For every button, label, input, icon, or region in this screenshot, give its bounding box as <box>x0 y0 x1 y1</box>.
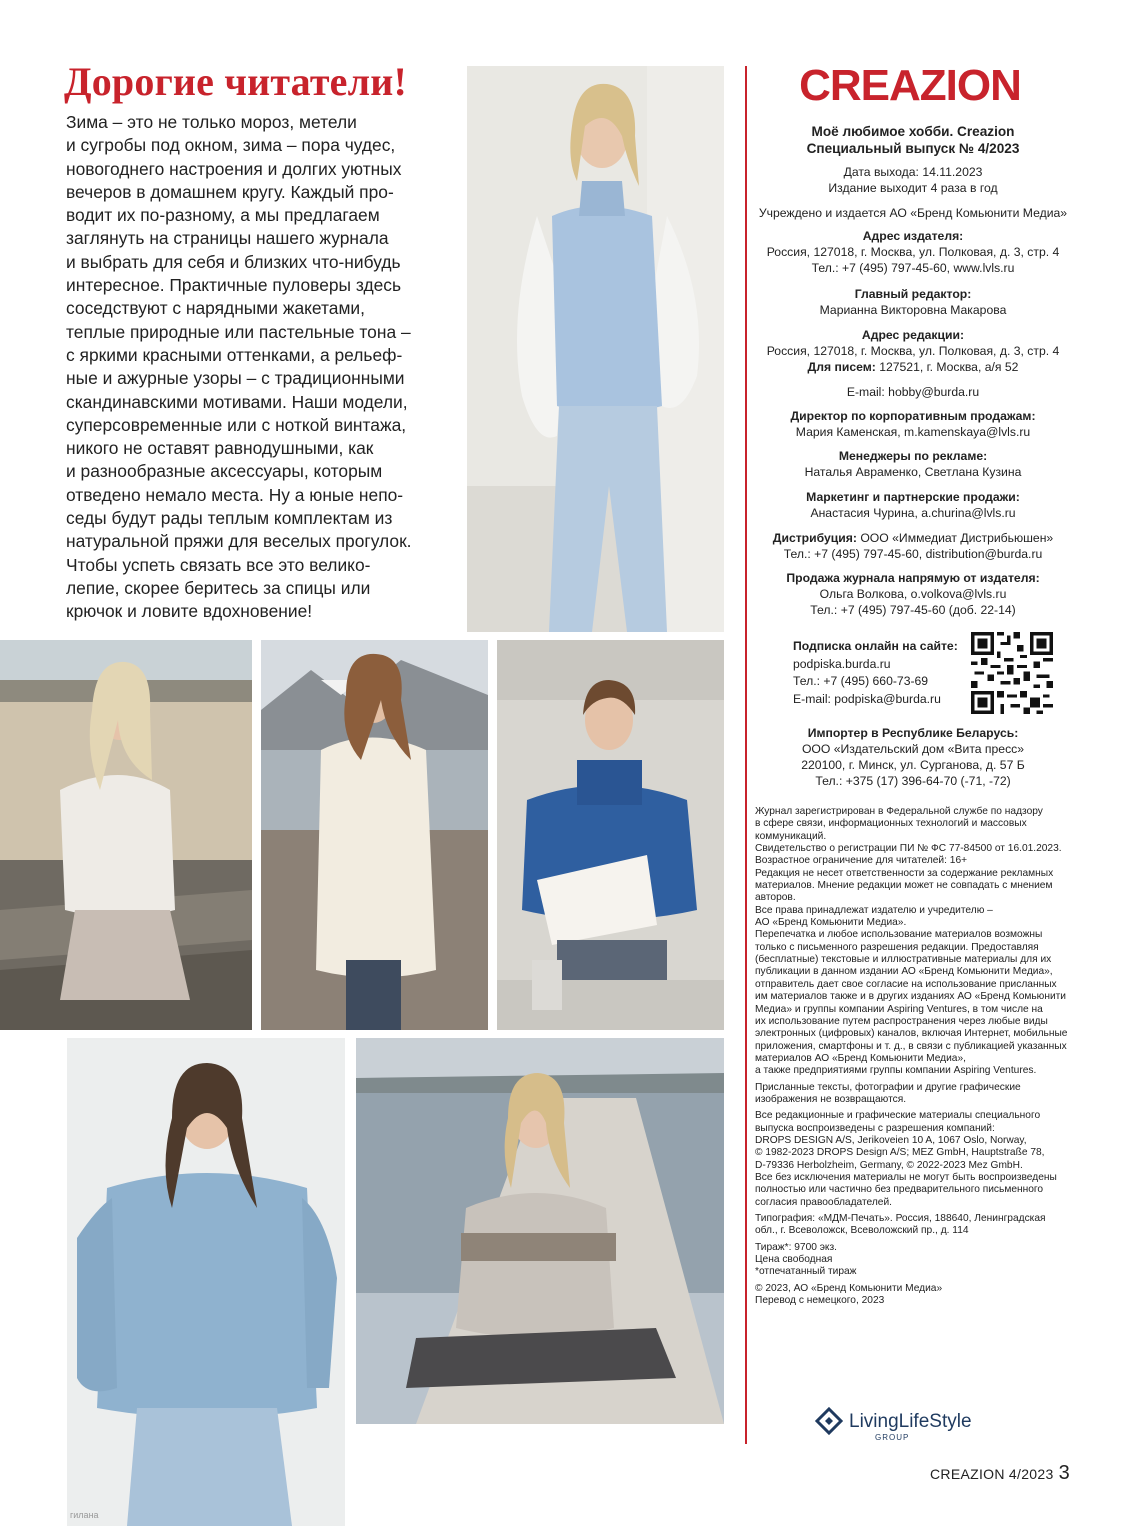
direct-sales-label: Продажа журнала напрямую от издателя: <box>786 571 1040 585</box>
legal-line: публикации в данном издании АО «Бренд Комьюнити Медиа», <box>755 966 1053 978</box>
editor-name: Марианна Викторовна Макарова <box>819 303 1007 317</box>
legal-line: им материалов также и в других изданиях АО «Бренд Комьюнити <box>755 991 1066 1003</box>
column-divider <box>745 66 747 1444</box>
legal-line: отправитель дает свое согласие на использование присланных <box>755 978 1057 990</box>
imprint-founder <box>752 205 1074 221</box>
editorial-line: с яркими красными оттенками, а рельеф- <box>66 344 403 365</box>
photo-nordic-sweater-pier <box>356 1038 724 1424</box>
marketing-label: Маркетинг и партнерские продажи: <box>806 490 1020 504</box>
editorial-line: отведено немало места. Ну а юные непо- <box>66 484 404 505</box>
imprint-editorial-address <box>752 327 1074 375</box>
legal-line: (бесплатные) текстовые и иллюстративные материалы для их <box>755 954 1052 966</box>
legal-line: Тираж*: 9700 экз. <box>755 1241 838 1253</box>
release-date: Дата выхода: 14.11.2023 <box>843 165 983 179</box>
legal-line: только с письменного разрешения редакции. Предоставляя <box>755 941 1039 953</box>
legal-line: Возрастное ограничение для читателей: 16+ <box>755 855 968 867</box>
marketing-value: Анастасия Чурина, a.churina@lvls.ru <box>810 506 1016 520</box>
photo-blue-vest <box>467 66 724 632</box>
legal-line: а также предприятиями группы компании Aspiring Ventures. <box>755 1065 1037 1077</box>
corp-sales-value: Мария Каменская, m.kamenskaya@lvls.ru <box>795 425 1031 439</box>
subscription-label: Подписка онлайн на сайте: <box>793 639 958 653</box>
editorial-line: Чтобы успеть связать все это велико- <box>66 554 371 575</box>
imprint-publisher <box>752 228 1074 276</box>
distribution-value: ООО «Иммедиат Дистрибьюшен» <box>860 531 1054 545</box>
importer-label: Импортер в Республике Беларусь: <box>807 726 1019 740</box>
publisher-contacts: Тел.: +7 (495) 797-45-60, www.lvls.ru <box>811 261 1015 275</box>
legal-line: © 1982-2023 DROPS Design A/S; MEZ GmbH, Hauptstraße 78, <box>755 1147 1045 1159</box>
editorial-email: E-mail: hobby@burda.ru <box>846 385 980 399</box>
frequency: Издание выходит 4 раза в год <box>828 181 998 195</box>
editorial-address-label: Адрес редакции: <box>861 328 965 342</box>
editorial-line: новогоднего настроения и долгих уютных <box>66 158 402 179</box>
editorial-line: и сугробы под окном, зима – пора чудес, <box>66 135 396 156</box>
editorial-line: Зима – это не только мороз, метели <box>66 112 357 132</box>
legal-line: Типография: «МДМ-Печать». Россия, 188640, Ленинградская <box>755 1213 1046 1224</box>
imprint-distribution <box>752 530 1074 562</box>
legal-line: Все редакционные и графические материалы специального <box>755 1110 1041 1122</box>
legal-line: Все права принадлежат издателю и учредителю – <box>755 904 993 916</box>
creazion-logo <box>785 60 1035 110</box>
subscription-block <box>793 638 963 708</box>
livinglifestyle-logo <box>815 1405 1015 1445</box>
editorial-line: заглянуть на страницы нашего журнала <box>66 228 389 249</box>
ad-managers-label: Менеджеры по рекламе: <box>838 449 988 463</box>
publisher-address: Россия, 127018, г. Москва, ул. Полковая, д. 3, стр. 4 <box>766 245 1060 259</box>
editorial-line: интересное. Практичные пуловеры здесь <box>66 275 402 296</box>
legal-line: материалов АО «Бренд Комьюнити Медиа», <box>755 1052 966 1064</box>
logo-text: CREAZION <box>799 61 1021 110</box>
importer-name: ООО «Издательский дом «Вита пресс» <box>801 742 1025 756</box>
brand-name: LivingLifeStyle <box>849 1411 972 1432</box>
legal-line: изображения не возвращаются. <box>755 1093 907 1105</box>
corp-sales-label: Директор по корпоративным продажам: <box>790 409 1036 423</box>
letters-value: 127521, г. Москва, а/я 52 <box>879 360 1019 374</box>
editorial-line: теплые природные или пастельные тона – <box>66 321 411 342</box>
imprint-editor <box>752 286 1074 318</box>
legal-line: Свидетельство о регистрации ПИ № ФС 77-84500 от 16.01.2023. <box>755 843 1062 855</box>
legal-line: материалов. Мнение редакции может не совпадать с мнением <box>755 880 1053 892</box>
issue-number: Специальный выпуск № 4/2023 <box>806 141 1020 156</box>
editorial-line: лепие, скорее беритесь за спицы или <box>66 577 371 598</box>
editorial-body <box>66 111 458 624</box>
legal-line: *отпечатанный тираж <box>755 1266 857 1278</box>
legal-line: коммуникаций. <box>755 830 827 842</box>
legal-line: выпуска воспроизведены с разрешения компаний: <box>755 1122 995 1134</box>
legal-line: авторов. <box>755 892 796 904</box>
imprint-marketing <box>752 489 1074 521</box>
legal-line: в сфере связи, информационных технологий и массовых <box>755 818 1027 830</box>
legal-line: приложения, смартфоны и т. д., в связи с публикацией указанных <box>755 1040 1067 1052</box>
importer-address: 220100, г. Минск, ул. Сурганова, д. 57 Б <box>801 758 1025 772</box>
brand-sub: GROUP <box>875 1433 910 1442</box>
imprint-header <box>752 123 1074 157</box>
editorial-line: и разнообразные аксессуары, которым <box>66 461 383 482</box>
page-folio <box>930 1462 1070 1485</box>
imprint-release <box>752 164 1074 196</box>
legal-line: Редакция не несет ответственности за содержание рекламных <box>755 867 1054 879</box>
photo-cream-cardigan <box>261 640 488 1030</box>
imprint-corp-sales <box>752 408 1074 440</box>
legal-line: АО «Бренд Комьюнити Медиа». <box>755 917 907 929</box>
legal-line: DROPS DESIGN A/S, Jerikoveien 10 A, 1067 Oslo, Norway, <box>755 1134 1027 1146</box>
legal-line: Медиа» и группы компании Aspiring Ventures, в том числе на <box>755 1003 1043 1015</box>
legal-line: Перевод с немецкого, 2023 <box>755 1295 885 1307</box>
distribution-label: Дистрибуция: <box>772 531 857 545</box>
editorial-line: соседствуют с нарядными жакетами, <box>66 298 365 319</box>
magazine-name: Моё любимое хобби. Creazion <box>811 124 1015 139</box>
folio-magazine: CREAZION 4/2023 <box>930 1466 1054 1482</box>
direct-sales-name: Ольга Волкова, o.volkova@lvls.ru <box>819 587 1007 601</box>
legal-line: обл., г. Всеволожск, Всеволожский пр., д. 114 <box>755 1225 969 1237</box>
editorial-address: Россия, 127018, г. Москва, ул. Полковая, д. 3, стр. 4 <box>766 344 1060 358</box>
editorial-line: вечеров в домашнем кругу. Каждый про- <box>66 181 394 202</box>
legal-line: Все без исключения материалы не могут быть воспроизведены <box>755 1171 1057 1183</box>
photo-white-cable-sweater <box>0 640 252 1030</box>
legal-line: электронных (цифровых) каналов, включая Интернет, мобильные <box>755 1028 1068 1040</box>
legal-line: полностью или частично без предварительного письменного <box>755 1184 1044 1196</box>
founder: Учреждено и издается АО «Бренд Комьюнити Медиа» <box>758 206 1068 220</box>
legal-line: Присланные тексты, фотографии и другие графические <box>755 1081 1021 1093</box>
imprint-email <box>752 384 1074 400</box>
legal-line: D-79336 Herbolzheim, Germany, © 2022-2023 Mez GmbH. <box>755 1159 1023 1171</box>
editorial-line: ные и ажурные узоры – с традиционными <box>66 368 405 389</box>
legal-line: Перепечатка и любое использование материалов возможны <box>755 929 1043 941</box>
editorial-line: скандинавскими мотивами. Наши модели, <box>66 391 408 412</box>
legal-line: © 2023, АО «Бренд Комьюнити Медиа» <box>755 1282 943 1294</box>
editorial-line: натуральной пряжи для веселых прогулок. <box>66 531 412 552</box>
legal-line: Журнал зарегистрирован в Федеральной службе по надзору <box>755 806 1043 817</box>
editorial-title: Дорогие читатели! <box>64 59 408 104</box>
subscription-email: E-mail: podpiska@burda.ru <box>793 691 941 706</box>
ad-managers-value: Наталья Авраменко, Светлана Кузина <box>804 465 1022 479</box>
editorial-line: никого не оставят равнодушными, как <box>66 438 374 459</box>
legal-line: их использование путем распространения через любые виды <box>755 1015 1048 1027</box>
imprint-direct-sales <box>752 570 1074 618</box>
legal-line: Цена свободная <box>755 1254 833 1266</box>
qr-code <box>971 632 1053 714</box>
diamond-icon <box>817 1409 841 1433</box>
imprint-importer <box>752 725 1074 789</box>
subscription-site: podpiska.burda.ru <box>793 656 891 671</box>
letters-label: Для писем: <box>807 360 876 374</box>
legal-line: согласия правообладателей. <box>755 1196 892 1208</box>
editorial-line: крючок и ловите вдохновение! <box>66 601 313 622</box>
importer-phone: Тел.: +375 (17) 396-64-70 (-71, -72) <box>815 774 1011 788</box>
photo-boy-blue-sweater <box>497 640 724 1030</box>
subscription-phone: Тел.: +7 (495) 660-73-69 <box>793 674 929 688</box>
imprint-ad-managers <box>752 448 1074 480</box>
page-number: 3 <box>1058 1462 1070 1484</box>
editorial-line: суперсовременные или с ноткой винтажа, <box>66 414 407 435</box>
direct-sales-phone: Тел.: +7 (495) 797-45-60 (доб. 22-14) <box>810 603 1016 617</box>
editorial-line: седы будут рады теплым комплектам из <box>66 508 393 529</box>
photo-blue-cardigan <box>67 1038 345 1526</box>
publisher-address-label: Адрес издателя: <box>862 229 964 243</box>
editorial-line: и выбрать для себя и близких что-нибудь <box>66 251 401 272</box>
distribution-contacts: Тел.: +7 (495) 797-45-60, distribution@burda.ru <box>783 547 1043 561</box>
legal-notice <box>755 806 1075 1307</box>
photo-credit: гилана <box>70 1510 99 1520</box>
editor-label: Главный редактор: <box>854 287 972 301</box>
editorial-line: водит их по-разному, а мы предлагаем <box>66 205 380 226</box>
